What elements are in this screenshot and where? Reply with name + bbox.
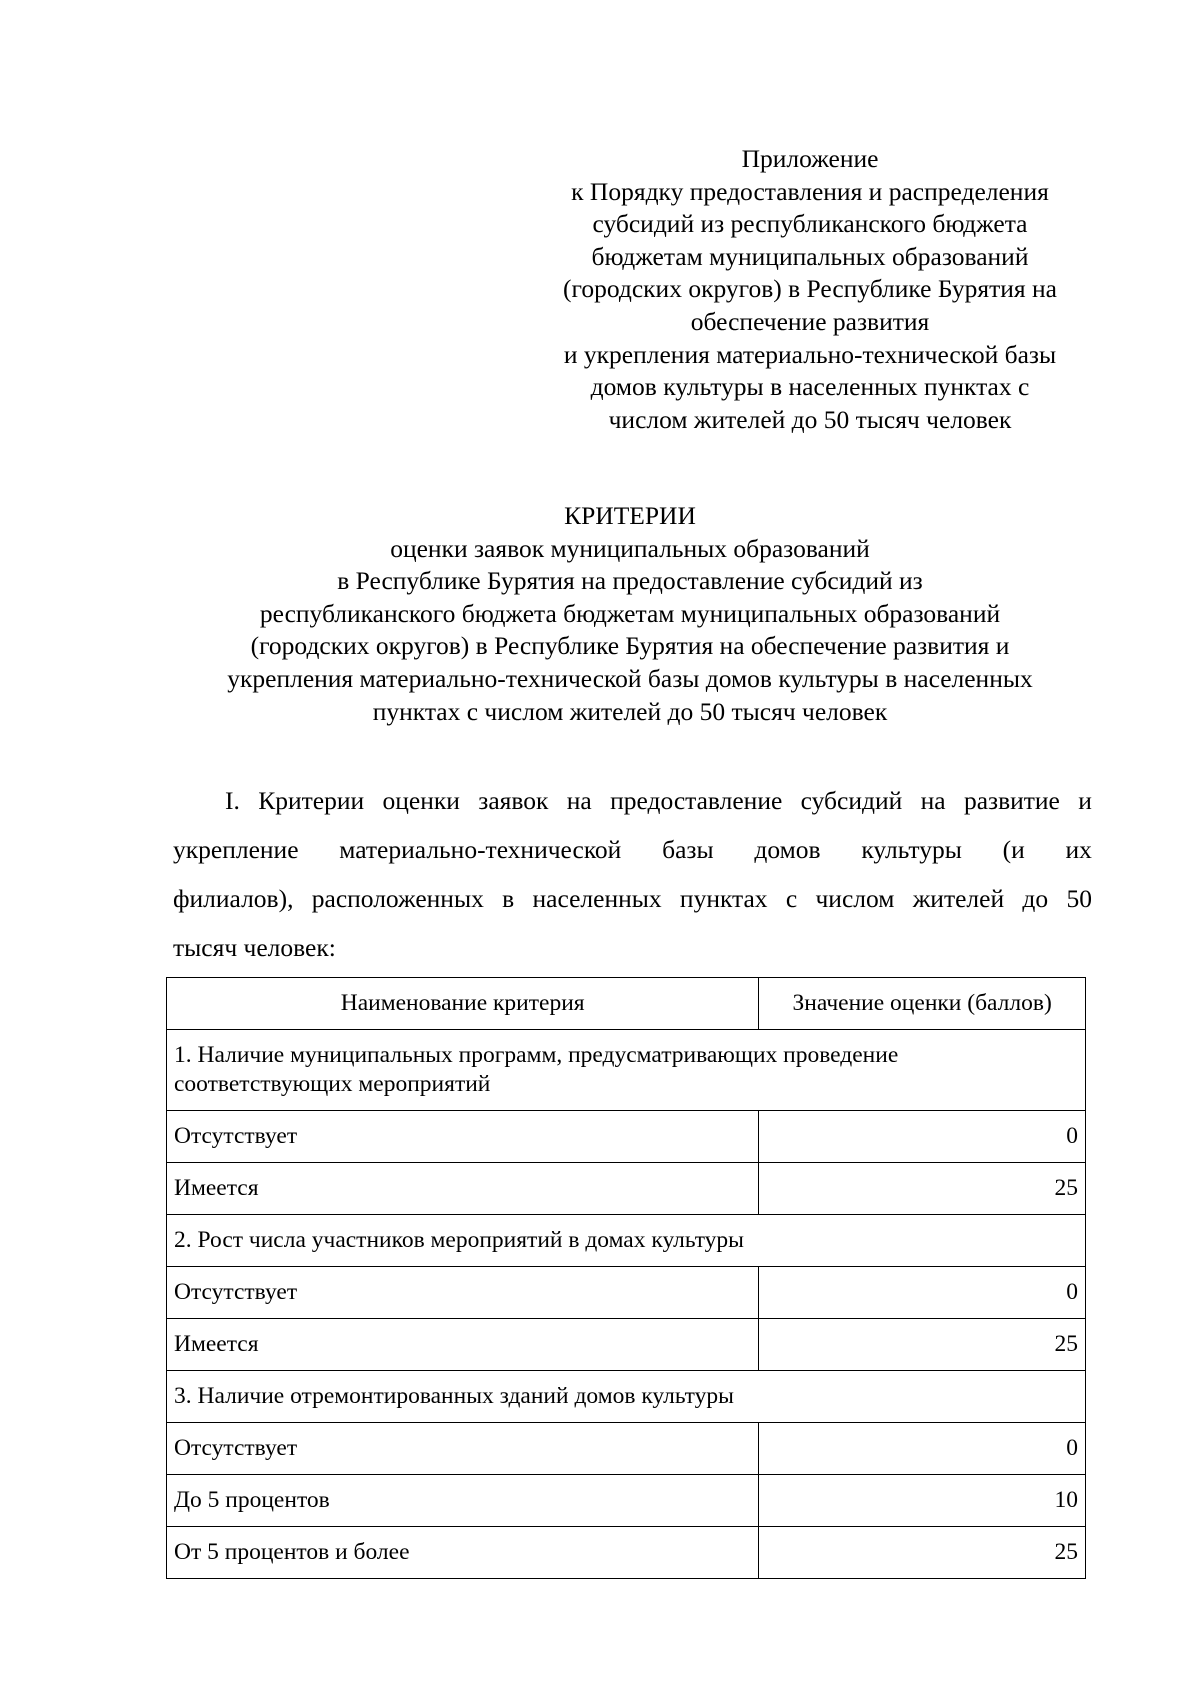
score-value: 0	[759, 1423, 1086, 1475]
paragraph-line	[173, 825, 1092, 874]
appendix-line: субсидий из республиканского бюджета	[592, 209, 1028, 239]
criteria-subtitle-line: в Республике Бурятия на предоставление субсидий из	[337, 566, 923, 596]
paragraph-word: I.	[225, 786, 240, 815]
paragraph-word: расположенных	[311, 884, 484, 913]
appendix-line: обеспечение развития	[690, 306, 930, 336]
paragraph-word: жителей	[912, 884, 1005, 913]
column-header-criterion: Наименование критерия	[167, 978, 759, 1030]
paragraph-word: Критерии	[258, 786, 365, 815]
paragraph-word: заявок	[478, 786, 549, 815]
paragraph-word: материально-технической	[339, 835, 622, 864]
column-header-score: Значение оценки (баллов)	[759, 978, 1086, 1030]
option-label: Отсутствует	[167, 1267, 759, 1319]
paragraph-line	[173, 923, 1092, 972]
criterion-title: 1. Наличие муниципальных программ, предусматривающих проведение соответствующих мероприятий	[167, 1030, 1086, 1111]
appendix-line: бюджетам муниципальных образований	[591, 241, 1029, 271]
appendix-line: (городских округов) в Республике Бурятия на	[563, 274, 1057, 304]
paragraph-line	[173, 776, 1092, 825]
table-row	[167, 1267, 1086, 1319]
criterion-title: 3. Наличие отремонтированных зданий домов культуры	[167, 1371, 1086, 1423]
paragraph-word: 50	[1066, 884, 1092, 913]
paragraph-word: предоставление	[610, 786, 783, 815]
criteria-subtitle-line: укрепления материально-технической базы домов культуры в населенных	[227, 663, 1033, 693]
paragraph-word: оценки	[382, 786, 460, 815]
score-value: 25	[759, 1163, 1086, 1215]
table-row	[167, 1423, 1086, 1475]
appendix-line: Приложение	[741, 144, 879, 173]
appendix-block	[530, 143, 1090, 436]
score-value: 0	[759, 1111, 1086, 1163]
option-label: От 5 процентов и более	[167, 1527, 759, 1579]
paragraph-word: числом	[815, 884, 895, 913]
score-value: 0	[759, 1267, 1086, 1319]
appendix-line: к Порядку предоставления и распределения	[571, 176, 1049, 206]
table-header-row	[167, 978, 1086, 1030]
paragraph-word: пунктах	[679, 884, 768, 913]
criteria-table	[166, 977, 1086, 1579]
option-label: Имеется	[167, 1163, 759, 1215]
criteria-subtitle-line: республиканского бюджета бюджетам муниципальных образований	[259, 598, 1001, 628]
appendix-line: домов культуры в населенных пунктах с	[590, 372, 1030, 402]
paragraph-word: тысяч человек:	[173, 933, 336, 962]
score-value: 10	[759, 1475, 1086, 1527]
score-value: 25	[759, 1319, 1086, 1371]
table-row	[167, 1111, 1086, 1163]
criteria-subtitle-line: пунктах с числом жителей до 50 тысяч человек	[372, 696, 888, 726]
paragraph-word: базы	[662, 835, 714, 864]
paragraph-word: в	[502, 884, 515, 913]
criterion-title: 2. Рост числа участников мероприятий в домах культуры	[167, 1215, 1086, 1267]
criteria-subtitle-line: (городских округов) в Республике Бурятия на обеспечение развития и	[250, 631, 1010, 661]
paragraph-word: филиалов),	[173, 884, 294, 913]
appendix-line: и укрепления материально-технической базы	[563, 339, 1057, 369]
criteria-heading	[150, 500, 1110, 728]
option-label: Отсутствует	[167, 1423, 759, 1475]
table-row	[167, 1163, 1086, 1215]
paragraph-word: с	[785, 884, 798, 913]
criterion-group-row	[167, 1371, 1086, 1423]
criterion-group-row	[167, 1030, 1086, 1111]
paragraph-word: их	[1065, 835, 1092, 864]
paragraph-word: и	[1078, 786, 1092, 815]
paragraph-word: субсидий	[800, 786, 903, 815]
paragraph-word: (и	[1002, 835, 1025, 864]
option-label: Отсутствует	[167, 1111, 759, 1163]
table-row	[167, 1527, 1086, 1579]
score-value: 25	[759, 1527, 1086, 1579]
paragraph-word: на	[920, 786, 946, 815]
table-row	[167, 1475, 1086, 1527]
option-label: Имеется	[167, 1319, 759, 1371]
paragraph-word: домов	[754, 835, 821, 864]
paragraph-word: развитие	[963, 786, 1060, 815]
criterion-group-row	[167, 1215, 1086, 1267]
criteria-subtitle-line: оценки заявок муниципальных образований	[390, 533, 870, 563]
paragraph-word: культуры	[861, 835, 962, 864]
criteria-title: КРИТЕРИИ	[564, 501, 696, 530]
table-row	[167, 1319, 1086, 1371]
paragraph-word: на	[566, 786, 592, 815]
paragraph-word: до	[1022, 884, 1049, 913]
option-label: До 5 процентов	[167, 1475, 759, 1527]
paragraph-word: укрепление	[173, 835, 299, 864]
section-intro-paragraph	[173, 776, 1092, 972]
paragraph-word: населенных	[532, 884, 662, 913]
paragraph-line	[173, 874, 1092, 923]
appendix-line: числом жителей до 50 тысяч человек	[608, 404, 1012, 434]
